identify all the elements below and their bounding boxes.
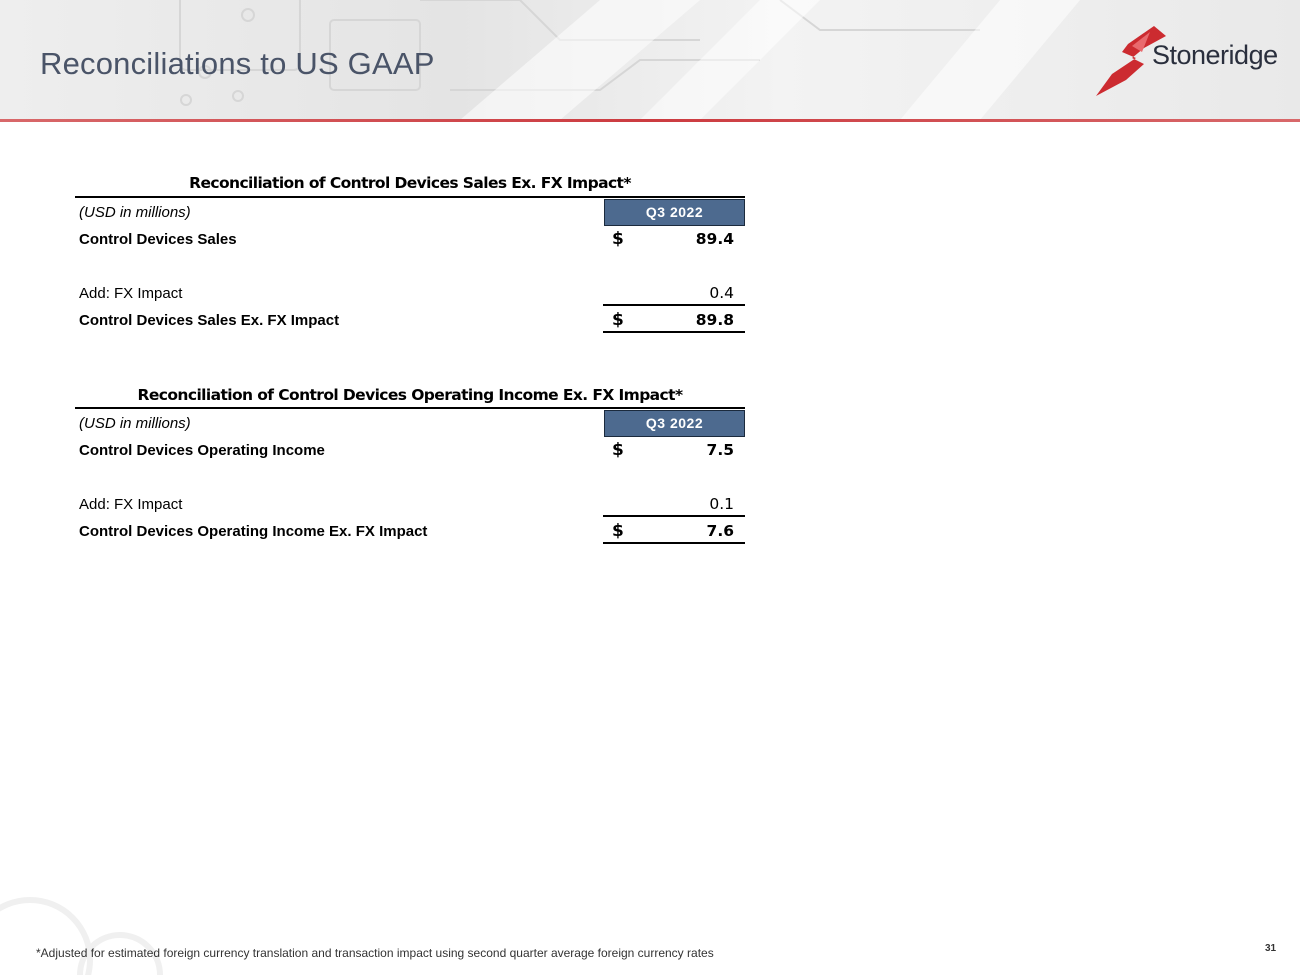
total-rule	[603, 542, 745, 544]
table-top-rule	[75, 196, 745, 198]
table-top-rule	[75, 407, 745, 409]
table-caption: Reconciliation of Control Devices Sales Ex. FX Impact*	[189, 174, 631, 192]
units-label: (USD in millions)	[79, 204, 191, 221]
page-number: 31	[1265, 943, 1277, 954]
value-control-devices-sales: 89.4	[695, 230, 734, 248]
page-title: Reconciliations to US GAAP	[40, 46, 435, 81]
row-label-fx-impact: Add: FX Impact	[79, 285, 183, 302]
currency-symbol: $	[612, 521, 624, 541]
subtotal-rule	[603, 304, 745, 306]
value-operating-income-ex-fx: 7.6	[706, 522, 734, 540]
row-label-operating-income: Control Devices Operating Income	[79, 442, 325, 459]
total-rule	[603, 331, 745, 333]
row-label-sales-ex-fx: Control Devices Sales Ex. FX Impact	[79, 312, 340, 329]
row-label-control-devices-sales: Control Devices Sales	[79, 231, 237, 248]
column-header-q3-2022: Q3 2022	[604, 410, 745, 437]
value-fx-impact: 0.1	[709, 495, 734, 513]
units-label: (USD in millions)	[79, 415, 191, 432]
footnote: *Adjusted for estimated foreign currency translation and transaction impact using second quarter average foreign currency rates	[36, 946, 714, 960]
logo-wordmark: Stoneridge	[1152, 40, 1278, 70]
slide-header	[0, 0, 1300, 120]
column-header-q3-2022: Q3 2022	[604, 199, 745, 226]
table-caption: Reconciliation of Control Devices Operating Income Ex. FX Impact*	[137, 386, 683, 404]
value-fx-impact: 0.4	[709, 284, 734, 302]
currency-symbol: $	[612, 440, 624, 460]
value-operating-income: 7.5	[706, 441, 734, 459]
currency-symbol: $	[612, 229, 624, 249]
row-label-operating-income-ex-fx: Control Devices Operating Income Ex. FX Impact	[79, 523, 428, 540]
currency-symbol: $	[612, 310, 624, 330]
row-label-fx-impact: Add: FX Impact	[79, 496, 183, 513]
subtotal-rule	[603, 515, 745, 517]
value-sales-ex-fx: 89.8	[695, 311, 734, 329]
header-divider	[0, 119, 1300, 122]
